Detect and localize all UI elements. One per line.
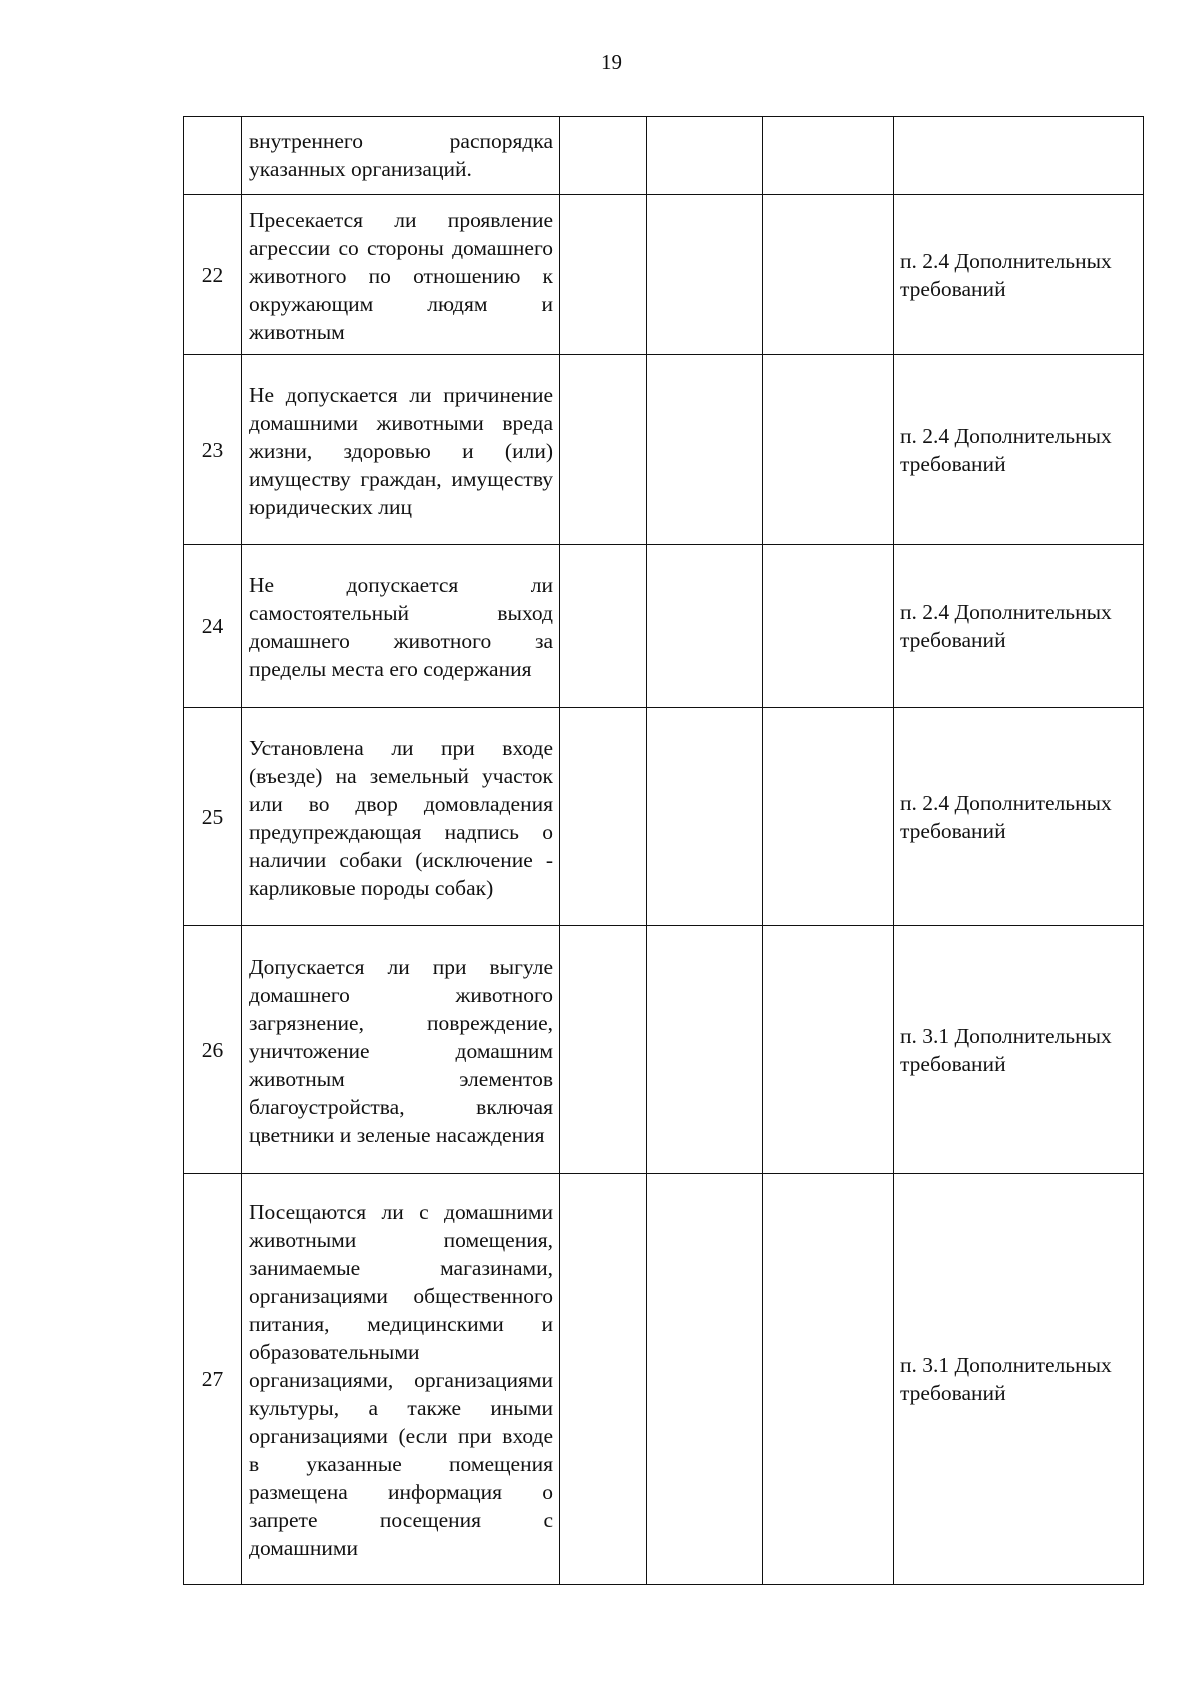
answer-cell (763, 1174, 894, 1585)
answer-cell (560, 117, 647, 195)
question-text: Не допускается ли самостоятельный выход домашнего животного за пределы места его содержания (249, 573, 553, 681)
row-number: 27 (184, 1174, 242, 1585)
question-cell (242, 1174, 560, 1585)
answer-cell (560, 708, 647, 926)
question-cell (242, 545, 560, 708)
row-number: 24 (184, 545, 242, 708)
row-number: 22 (184, 195, 242, 355)
reference-cell (894, 117, 1144, 195)
answer-cell (647, 1174, 763, 1585)
answer-cell (647, 926, 763, 1174)
answer-cell (560, 1174, 647, 1585)
table-row (184, 708, 1144, 926)
table-row (184, 545, 1144, 708)
answer-cell (647, 195, 763, 355)
question-cell (242, 117, 560, 195)
answer-cell (647, 545, 763, 708)
answer-cell (763, 355, 894, 545)
reference-cell: п. 3.1 Дополнительных требований (894, 1174, 1144, 1585)
question-cell (242, 355, 560, 545)
table-row (184, 355, 1144, 545)
answer-cell (560, 195, 647, 355)
row-number: 23 (184, 355, 242, 545)
question-cell (242, 926, 560, 1174)
table-row (184, 926, 1144, 1174)
row-number (184, 117, 242, 195)
question-text: Допускается ли при выгуле домашнего животного загрязнение, повреждение, уничтожение домашним животным элементов благоустройства, включая цветники и зеленые насаждения (249, 954, 553, 1147)
reference-cell: п. 2.4 Дополнительных требований (894, 355, 1144, 545)
question-text: внутреннего распорядка указанных организаций. (249, 128, 553, 181)
answer-cell (763, 708, 894, 926)
answer-cell (647, 708, 763, 926)
row-number: 25 (184, 708, 242, 926)
page-number: 19 (601, 50, 622, 74)
question-cell (242, 708, 560, 926)
reference-cell: п. 2.4 Дополнительных требований (894, 708, 1144, 926)
answer-cell (560, 926, 647, 1174)
answer-cell (763, 195, 894, 355)
reference-cell: п. 2.4 Дополнительных требований (894, 545, 1144, 708)
answer-cell (763, 545, 894, 708)
answer-cell (763, 926, 894, 1174)
reference-cell: п. 2.4 Дополнительных требований (894, 195, 1144, 355)
question-text: Не допускается ли причинение домашними животными вреда жизни, здоровью и (или) имуществу граждан, имуществу юридических лиц (249, 382, 553, 519)
answer-cell (560, 355, 647, 545)
reference-cell: п. 3.1 Дополнительных требований (894, 926, 1144, 1174)
question-text: Посещаются ли с домашними животными помещения, занимаемые магазинами, организациями общественного питания, медицинскими и образовательными организациями, организациями культуры, а также иными организациями (если при входе в указанные помещения размещена информация о запрете посещения с домашними (249, 1200, 553, 1560)
answer-cell (647, 117, 763, 195)
table-row (184, 195, 1144, 355)
question-text: Пресекается ли проявление агрессии со стороны домашнего животного по отношению к окружающим людям и животным (249, 207, 553, 344)
table-row (184, 117, 1144, 195)
question-text: Установлена ли при входе (въезде) на земельный участок или во двор домовладения предупреждающая надпись о наличии собаки (исключение - карликовые породы собак) (249, 735, 553, 900)
answer-cell (560, 545, 647, 708)
table-row (184, 1174, 1144, 1585)
row-number: 26 (184, 926, 242, 1174)
question-cell (242, 195, 560, 355)
answer-cell (647, 355, 763, 545)
answer-cell (763, 117, 894, 195)
checklist-table (183, 116, 1144, 1585)
